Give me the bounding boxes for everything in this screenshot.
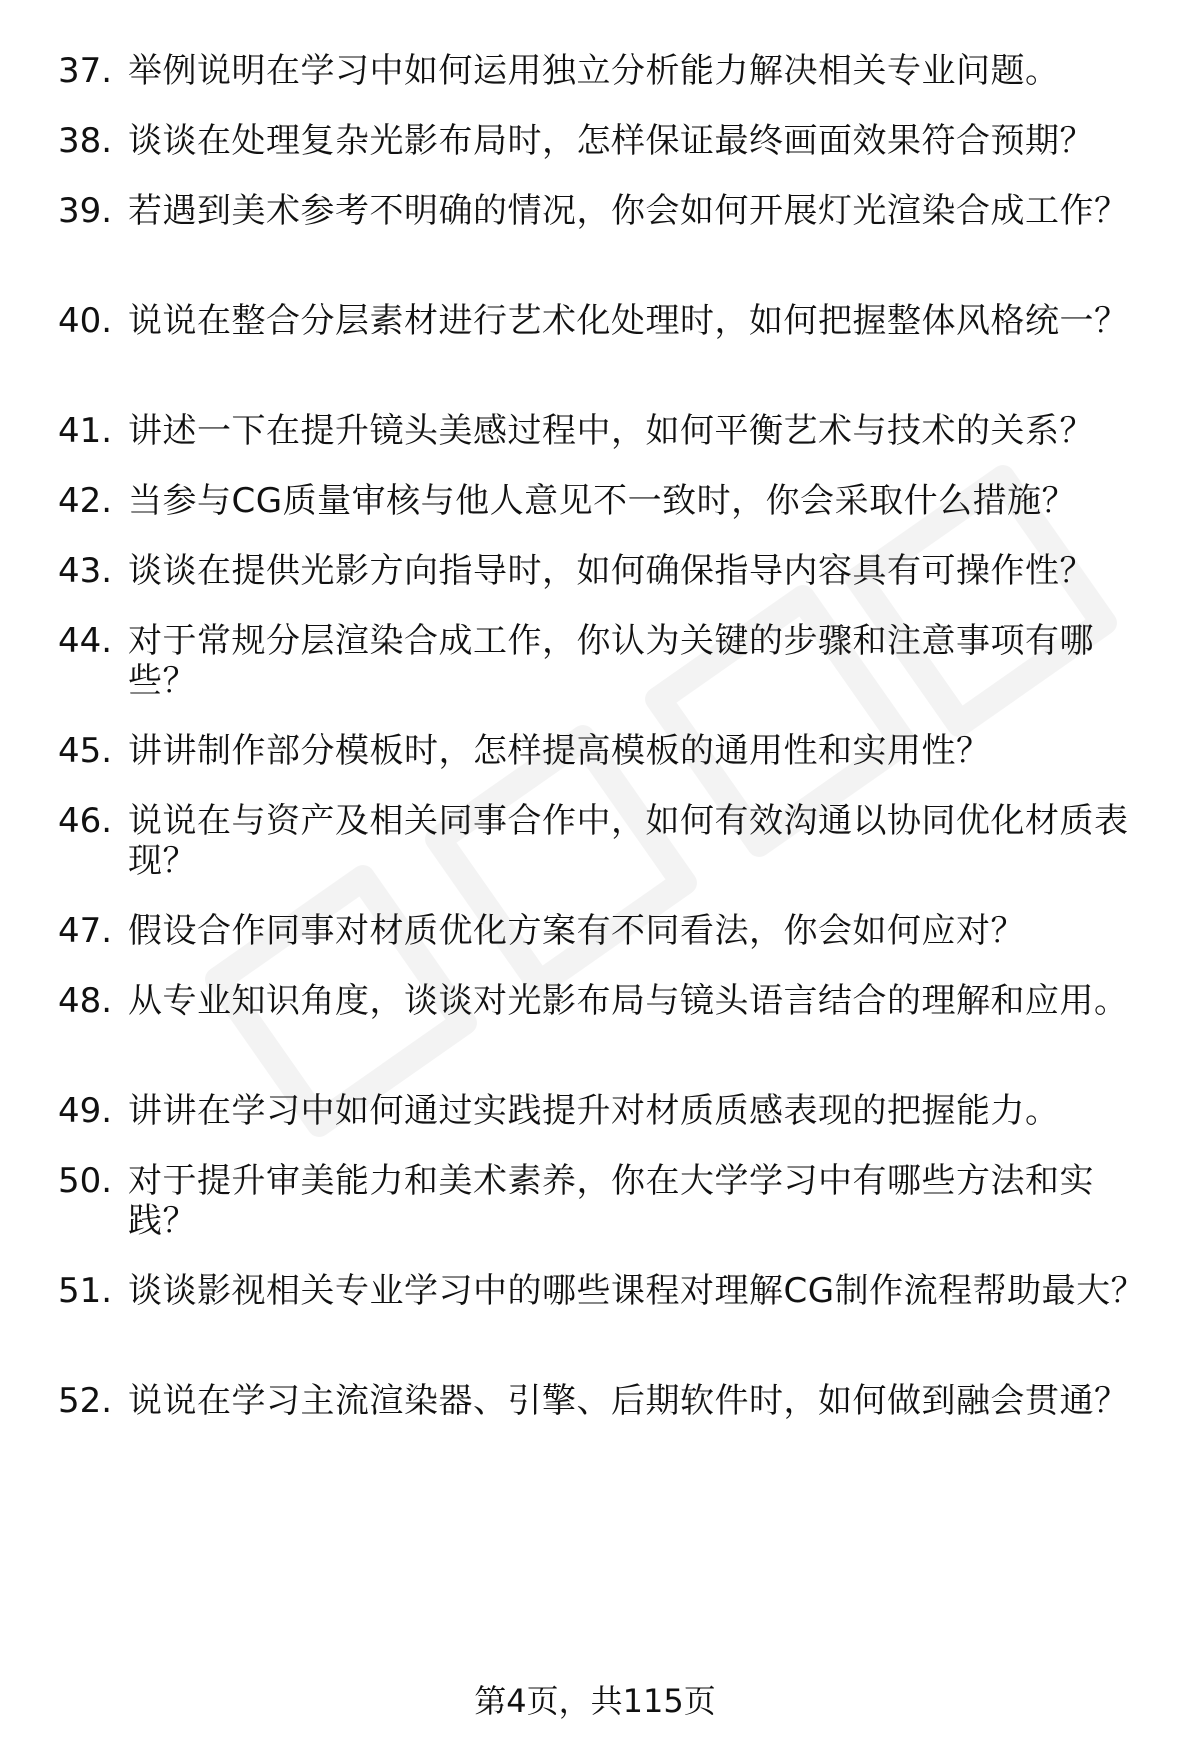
- question-text: 举例说明在学习中如何运用独立分析能力解决相关专业问题。: [128, 51, 1060, 91]
- question-text: 假设合作同事对材质优化方案有不同看法，你会如何应对？: [128, 911, 1025, 951]
- question-number: 42.: [58, 481, 113, 521]
- question-number: 38.: [58, 121, 113, 161]
- question-text: 谈谈在提供光影方向指导时，如何确保指导内容具有可操作性？: [128, 551, 1094, 591]
- question-number: 52.: [58, 1381, 113, 1421]
- question-text: 说说在学习主流渲染器、引擎、后期软件时，如何做到融会贯通？: [128, 1381, 1129, 1421]
- question-text: 谈谈影视相关专业学习中的哪些课程对理解CG制作流程帮助最大？: [128, 1271, 1146, 1311]
- question-text: 说说在整合分层素材进行艺术化处理时，如何把握整体风格统一？: [128, 301, 1129, 341]
- question-number: 49.: [58, 1091, 113, 1131]
- question-number: 41.: [58, 411, 113, 451]
- question-text: 讲讲在学习中如何通过实践提升对材质质感表现的把握能力。: [128, 1091, 1060, 1131]
- question-number: 40.: [58, 301, 113, 341]
- question-number: 43.: [58, 551, 113, 591]
- question-number: 50.: [58, 1161, 113, 1201]
- question-text: 讲述一下在提升镜头美感过程中，如何平衡艺术与技术的关系？: [128, 411, 1094, 451]
- question-number: 48.: [58, 981, 113, 1021]
- question-text: 当参与CG质量审核与他人意见不一致时，你会采取什么措施？: [128, 481, 1077, 521]
- question-text: 若遇到美术参考不明确的情况，你会如何开展灯光渲染合成工作？: [128, 191, 1129, 231]
- question-number: 51.: [58, 1271, 113, 1311]
- question-text: 说说在与资产及相关同事合作中，如何有效沟通以协同优化材质表现？: [128, 801, 1129, 881]
- question-text: 讲讲制作部分模板时，怎样提高模板的通用性和实用性？: [128, 731, 991, 771]
- question-number: 45.: [58, 731, 113, 771]
- question-number: 39.: [58, 191, 113, 231]
- question-number: 46.: [58, 801, 113, 841]
- question-text: 谈谈在处理复杂光影布局时，怎样保证最终画面效果符合预期？: [128, 121, 1094, 161]
- question-text: 对于常规分层渲染合成工作，你认为关键的步骤和注意事项有哪些？: [128, 621, 1094, 701]
- question-number: 44.: [58, 621, 113, 661]
- question-text: 从专业知识角度，谈谈对光影布局与镜头语言结合的理解和应用。: [128, 981, 1129, 1021]
- page-number-footer: 第4页，共115页: [474, 1682, 716, 1720]
- question-text: 对于提升审美能力和美术素养，你在大学学习中有哪些方法和实践？: [128, 1161, 1094, 1241]
- question-number: 47.: [58, 911, 113, 951]
- question-number: 37.: [58, 51, 113, 91]
